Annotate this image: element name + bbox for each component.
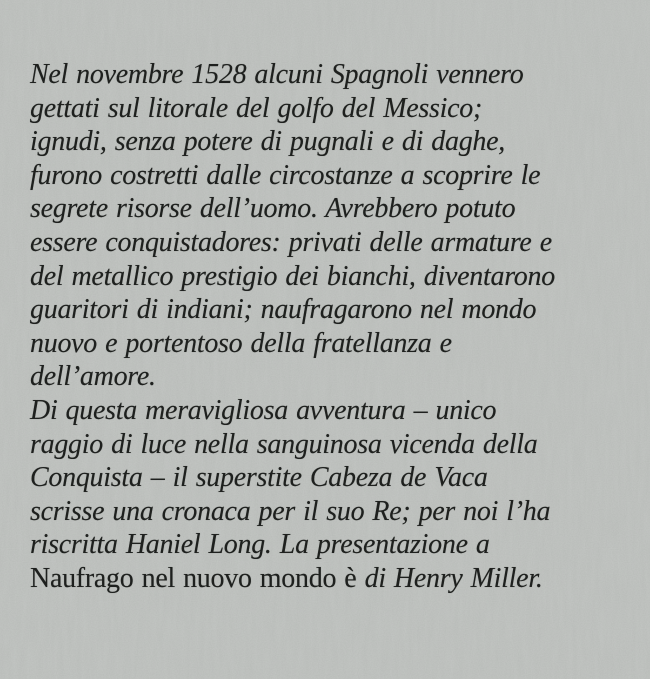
blurb-line xyxy=(30,125,625,159)
blurb-line xyxy=(30,394,625,428)
blurb-line xyxy=(30,58,625,92)
blurb-italic-text: nuovo e portentoso della fratellanza e xyxy=(30,327,452,359)
blurb-italic-text: furono costretti dalle circostanze a scoprire le xyxy=(30,159,541,191)
blurb-italic-text: Nel novembre 1528 alcuni Spagnoli vennero xyxy=(30,59,524,90)
blurb-italic-text: Conquista – il superstite Cabeza de Vaca xyxy=(30,462,488,494)
blurb-italic-text: gettati sul litorale del golfo del Messico; xyxy=(30,92,483,124)
blurb-line xyxy=(30,495,625,529)
blurb-text xyxy=(30,58,625,596)
blurb-italic-text: essere conquistadores: privati delle armature e xyxy=(30,226,552,258)
blurb-italic-text: dell’amore. xyxy=(30,361,156,393)
blurb-italic-text: raggio di luce nella sanguinosa vicenda della xyxy=(30,428,538,460)
blurb-line xyxy=(30,528,625,562)
blurb-italic-text: segrete risorse dell’uomo. Avrebbero potuto xyxy=(30,193,516,225)
blurb-line xyxy=(30,226,625,260)
blurb-italic-text: ignudi, senza potere di pugnali e di daghe, xyxy=(30,126,506,158)
blurb-line xyxy=(30,159,625,193)
blurb-line xyxy=(30,327,625,361)
blurb-line xyxy=(30,293,625,327)
blurb-line xyxy=(30,192,625,226)
blurb-italic-text: scrisse una cronaca per il suo Re; per noi l’ha xyxy=(30,495,551,527)
blurb-italic-text: guaritori di indiani; naufragarono nel mondo xyxy=(30,294,537,326)
blurb-line xyxy=(30,92,625,126)
blurb-italic-text: del metallico prestigio dei bianchi, diventarono xyxy=(30,260,555,292)
blurb-line xyxy=(30,260,625,294)
blurb-line xyxy=(30,562,625,596)
blurb-italic-text: riscritta Haniel Long. La presentazione a xyxy=(30,529,490,561)
blurb-line xyxy=(30,461,625,495)
blurb-italic-text: di Henry Miller. xyxy=(364,562,543,594)
book-title-roman-text: Naufrago nel nuovo mondo è xyxy=(30,562,365,594)
blurb-italic-text: Di questa meravigliosa avventura – unico xyxy=(30,394,497,426)
blurb-line xyxy=(30,428,625,462)
blurb-line xyxy=(30,360,625,394)
